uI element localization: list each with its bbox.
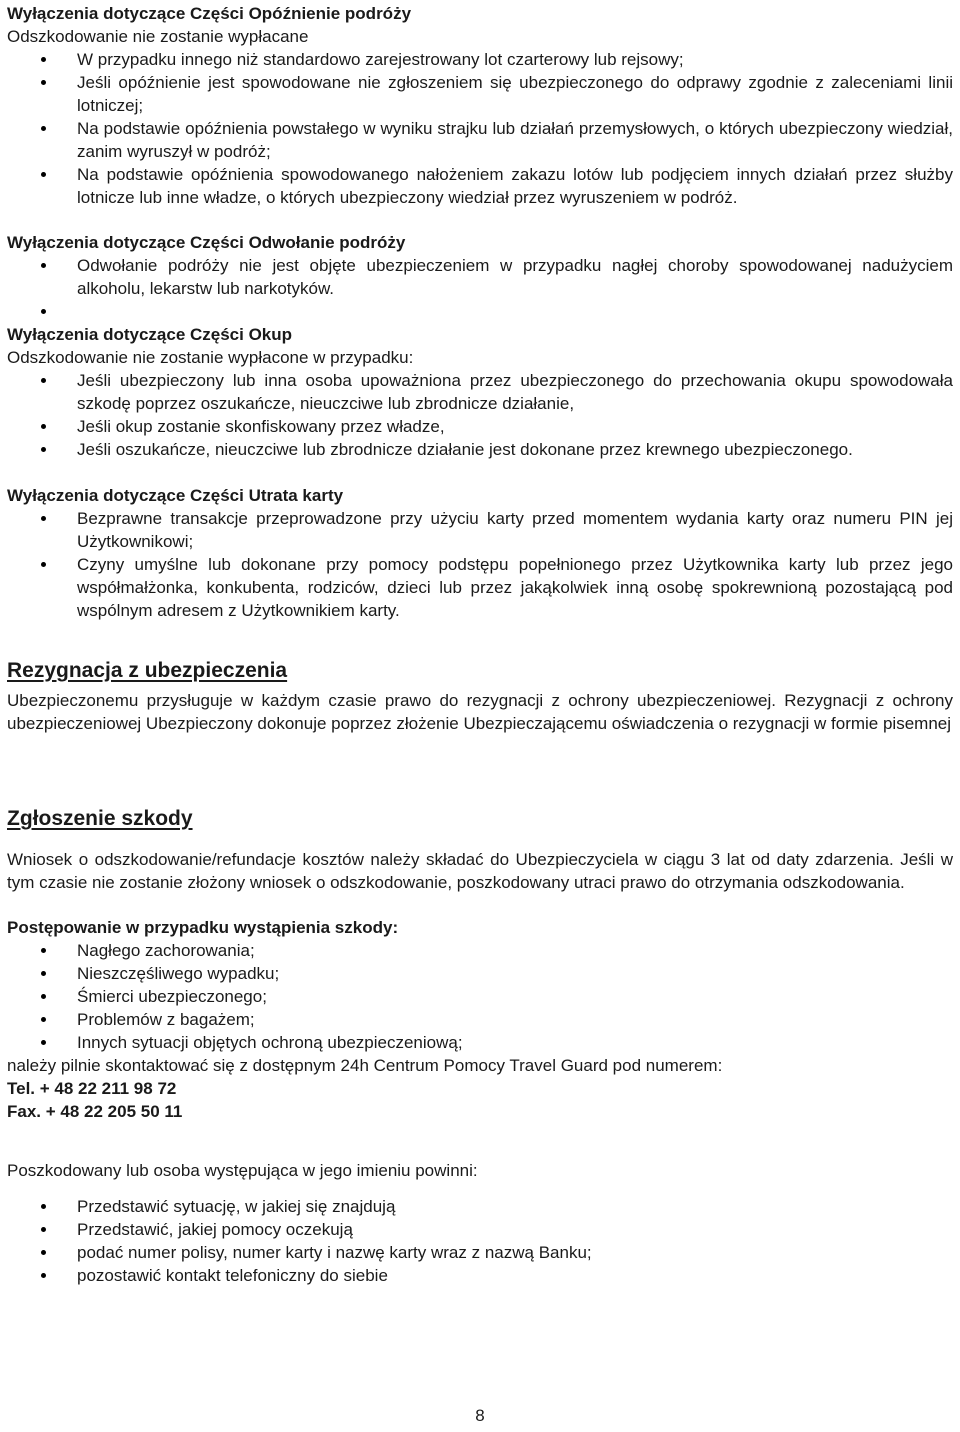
list-item: Jeśli oszukańcze, nieuczciwe lub zbrodnicze działanie jest dokonane przez krewnego ubezpieczonego.: [7, 438, 953, 461]
list-item-empty: [7, 300, 953, 323]
procedure-list: [7, 939, 953, 1054]
card-exclusions-heading: Wyłączenia dotyczące Części Utrata karty: [7, 486, 344, 505]
list-item: Nieszczęśliwego wypadku;: [7, 962, 953, 985]
list-item: Jeśli okup zostanie skonfiskowany przez władze,: [7, 415, 953, 438]
list-item: W przypadku innego niż standardowo zarejestrowany lot czarterowy lub rejsowy;: [7, 48, 953, 71]
delay-exclusions-heading: Wyłączenia dotyczące Części Opóźnienie podróży: [7, 4, 412, 23]
list-item: Na podstawie opóźnienia powstałego w wyniku strajku lub działań przemysłowych, o których ubezpieczony wiedział, zanim wyruszył w podróż;: [7, 117, 953, 163]
claim-heading: Zgłoszenie szkody: [7, 807, 193, 830]
claim-text: Wniosek o odszkodowanie/refundacje kosztów należy składać do Ubezpieczyciela w ciągu 3 lat od daty zdarzenia. Jeśli w tym czasie nie zostanie złożony wniosek o odszkodowanie, poszkodowany utraci prawo do otrzymania odszkodowania.: [7, 850, 953, 892]
contact-text: należy pilnie skontaktować się z dostępnym 24h Centrum Pomocy Travel Guard pod numerem:: [7, 1056, 723, 1075]
document-page: [7, 2, 953, 1287]
fax-number: Fax. + 48 22 205 50 11: [7, 1102, 183, 1121]
phone-number: Tel. + 48 22 211 98 72: [7, 1079, 177, 1098]
list-item: Na podstawie opóźnienia spowodowanego nałożeniem zakazu lotów lub podjęciem innych działań przez służby lotnicze lub inne władze, o których ubezpieczony wiedział przez wyruszeniem w podróż.: [7, 163, 953, 209]
resignation-text: Ubezpieczonemu przysługuje w każdym czasie prawo do rezygnacji z ochrony ubezpieczeniowej. Rezygnacji z ochrony ubezpieczeniowej Ubezpieczony dokonuje poprzez złożenie Ubezpieczającemu oświadczenia o rezygnacji w formie pisemnej: [7, 691, 953, 733]
list-item: podać numer polisy, numer karty i nazwę karty wraz z nazwą Banku;: [7, 1241, 953, 1264]
cancel-exclusions-heading: Wyłączenia dotyczące Części Odwołanie podróży: [7, 233, 406, 252]
resignation-heading: Rezygnacja z ubezpieczenia: [7, 659, 288, 682]
list-item: Jeśli ubezpieczony lub inna osoba upoważniona przez ubezpieczonego do przechowania okupu spowodowała szkodę poprzez oszukańcze, nieuczciwe lub zbrodnicze działanie,: [7, 369, 953, 415]
delay-intro: Odszkodowanie nie zostanie wypłacane: [7, 27, 309, 46]
list-item: Nagłego zachorowania;: [7, 939, 953, 962]
page-number: 8: [475, 1406, 485, 1425]
list-item: Bezprawne transakcje przeprowadzone przy użyciu karty przed momentem wydania karty oraz numeru PIN jej Użytkownikowi;: [7, 507, 953, 553]
injured-actions-list: [7, 1195, 953, 1287]
ransom-exclusions-list: [7, 369, 953, 461]
list-item: Innych sytuacji objętych ochroną ubezpieczeniową;: [7, 1031, 953, 1054]
ransom-exclusions-heading: Wyłączenia dotyczące Części Okup: [7, 325, 293, 344]
list-item: Śmierci ubezpieczonego;: [7, 985, 953, 1008]
list-item: Czyny umyślne lub dokonane przy pomocy podstępu popełnionego przez Użytkownika karty lub przez jego współmałżonka, konkubenta, rodziców, dzieci lub przez jakąkolwiek inną osobę spokrewnioną pozostającą pod wspólnym adresem z Użytkownikiem karty.: [7, 553, 953, 622]
list-item: pozostawić kontakt telefoniczny do siebie: [7, 1264, 953, 1287]
list-item: Jeśli opóźnienie jest spowodowane nie zgłoszeniem się ubezpieczonego do odprawy zgodnie z zaleceniami linii lotniczej;: [7, 71, 953, 117]
list-item: Problemów z bagażem;: [7, 1008, 953, 1031]
cancel-exclusions-list: [7, 254, 953, 323]
ransom-intro: Odszkodowanie nie zostanie wypłacone w przypadku:: [7, 348, 414, 367]
injured-intro: Poszkodowany lub osoba występująca w jego imieniu powinni:: [7, 1161, 478, 1180]
card-exclusions-list: [7, 507, 953, 622]
list-item: Przedstawić, jakiej pomocy oczekują: [7, 1218, 953, 1241]
list-item: Odwołanie podróży nie jest objęte ubezpieczeniem w przypadku nagłej choroby spowodowanej nadużyciem alkoholu, lekarstw lub narkotyków.: [7, 254, 953, 300]
list-item: Przedstawić sytuację, w jakiej się znajdują: [7, 1195, 953, 1218]
procedure-heading: Postępowanie w przypadku wystąpienia szkody:: [7, 918, 399, 937]
delay-exclusions-list: [7, 48, 953, 209]
